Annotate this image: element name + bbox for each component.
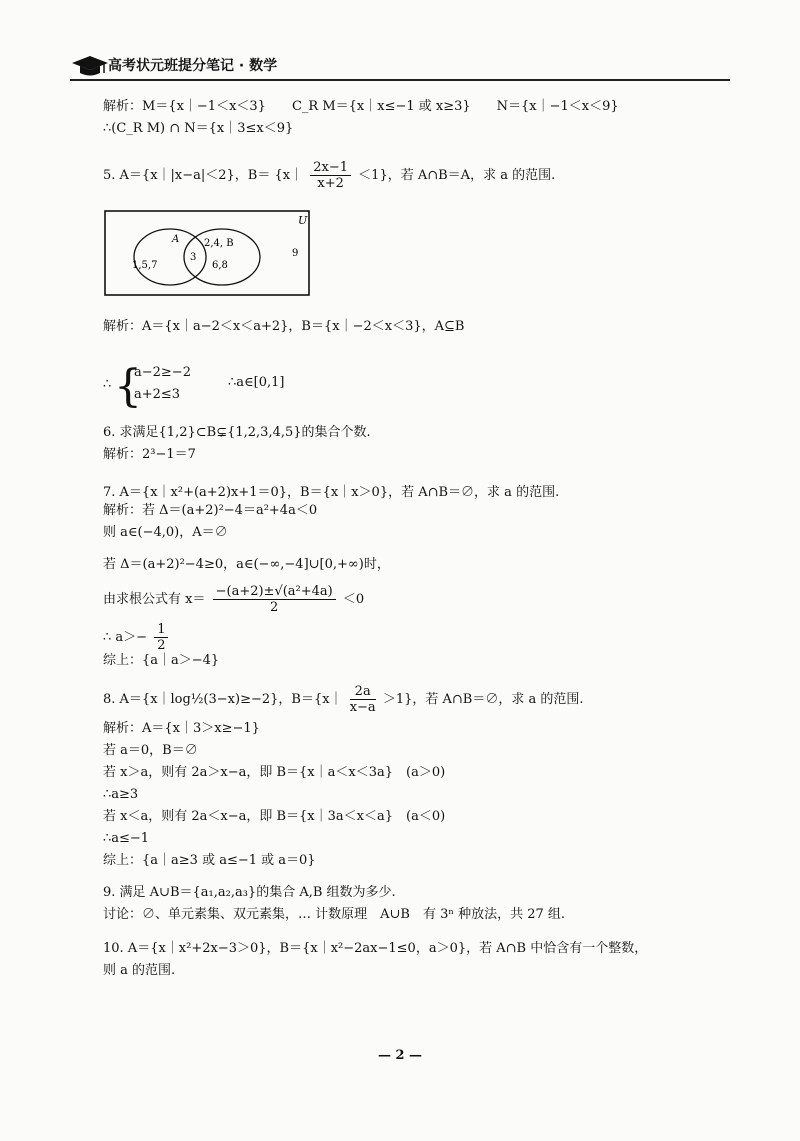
fraction: [350, 684, 376, 715]
system-brace: {: [114, 361, 142, 412]
question-8: [103, 684, 583, 715]
set-b-label: 2,4, B: [204, 238, 234, 249]
graduation-cap-icon: [70, 53, 110, 77]
solution-9: 讨论：∅、单元素集、双元素集，… 计数原理 A∪B 有 3ⁿ 种放法，共 27 组.: [103, 907, 566, 922]
fraction-denominator: 2: [157, 638, 166, 653]
fraction-numerator: 1: [154, 622, 168, 638]
solution-7-line: 解析：若 Δ＝(a+2)²−4＝a²+4a＜0: [103, 503, 318, 518]
header-rule: [70, 79, 730, 81]
page-header: [70, 50, 730, 80]
question-6: 6. 求满足{1,2}⊂B⊊{1,2,3,4,5}的集合个数.: [103, 425, 371, 440]
solution-7-line: [103, 622, 171, 653]
intersection-element: 3: [190, 252, 197, 263]
solution-line: ∴(C_R M) ∩ N＝{x｜3≤x＜9}: [103, 121, 294, 136]
question-text: 5. A＝{x｜|x−a|＜2}，B＝: [103, 168, 271, 183]
solution-8-line: 若 x＞a，则有 2a＞x−a，即 B＝{x｜a＜x＜3a} (a＞0): [103, 765, 446, 780]
fraction: [213, 584, 336, 615]
fraction-numerator: 2a: [350, 684, 376, 700]
question-7: 7. A＝{x｜x²+(a+2)x+1＝0}，B＝{x｜x＞0}，若 A∩B＝∅，求 a 的范围.: [103, 485, 560, 500]
solution-8-line: 解析：A＝{x｜3＞x≥−1}: [103, 721, 260, 736]
solution-line: 解析：M＝{x｜−1＜x＜3} C_R M＝{x｜x≤−1 或 x≥3} N＝{x｜−1＜x＜9}: [103, 99, 619, 114]
fraction-numerator: 2x−1: [310, 160, 351, 176]
question-text: 8. A＝{x｜log½(3−x)≥−2}，B＝{x｜: [103, 692, 343, 707]
solution-7-line: 则 a∈(−4,0)，A＝∅: [103, 525, 228, 540]
solution-7-formula: [103, 584, 364, 615]
fraction-numerator: −(a+2)±√(a²+4a): [213, 584, 336, 600]
fraction-denominator: x+2: [317, 176, 344, 191]
venn-diagram: [104, 210, 310, 296]
question-9: 9. 满足 A∪B＝{a₁,a₂,a₃}的集合 A,B 组数为多少.: [103, 885, 396, 900]
question-5: [103, 160, 555, 191]
solution-8-line: 若 a＝0，B＝∅: [103, 743, 198, 758]
page-number: — 2 —: [377, 1048, 423, 1063]
question-10: 则 a 的范围.: [103, 963, 176, 978]
system-case-2: a+2≤3: [134, 387, 181, 402]
universe-label: U: [298, 214, 308, 227]
formula-text: ∴ a＞−: [103, 630, 148, 645]
fraction: [310, 160, 351, 191]
a-only-elements: 1,5,7: [132, 260, 158, 271]
solution-5: 解析：A＝{x｜a−2＜x＜a+2}，B＝{x｜−2＜x＜3}，A⊆B: [103, 319, 465, 334]
set-a-label: A: [172, 234, 180, 245]
b-only-elements: 6,8: [212, 260, 228, 271]
solution-8-line: ∴a≤−1: [103, 831, 150, 846]
question-text: ＞1}，若 A∩B＝∅，求 a 的范围.: [382, 692, 584, 707]
solution-7-line: 若 Δ＝(a+2)²−4≥0，a∈(−∞,−4]∪[0,+∞)时，: [103, 557, 390, 572]
solution-8-line: ∴a≥3: [103, 787, 139, 802]
set-brace: {x｜: [274, 168, 304, 183]
question-10: 10. A＝{x｜x²+2x−3＞0}，B＝{x｜x²−2ax−1≤0，a＞0}，若 A∩B 中恰含有一个整数，: [103, 941, 648, 956]
outside-element: 9: [292, 248, 299, 259]
fraction-denominator: 2: [270, 600, 279, 615]
solution-7-line: 综上：{a｜a＞−4}: [103, 653, 220, 668]
solution-6: 解析：2³−1＝7: [103, 447, 196, 462]
header-title: 高考状元班提分笔记 · 数学: [108, 58, 278, 74]
system-case-1: a−2≥−2: [134, 365, 191, 380]
formula-text: 由求根公式有 x＝: [103, 592, 206, 607]
fraction: [154, 622, 168, 653]
therefore-symbol: ∴: [103, 377, 112, 392]
fraction-denominator: x−a: [349, 700, 376, 715]
solution-8-line: 若 x＜a，则有 2a＜x−a，即 B＝{x｜3a＜x＜a} (a＜0): [103, 809, 446, 824]
solution-result: ∴a∈[0,1]: [228, 375, 285, 390]
question-text: ＜1}，若 A∩B＝A，求 a 的范围.: [358, 168, 556, 183]
solution-8-line: 综上：{a｜a≥3 或 a≤−1 或 a＝0}: [103, 853, 316, 868]
formula-text: ＜0: [342, 592, 365, 607]
